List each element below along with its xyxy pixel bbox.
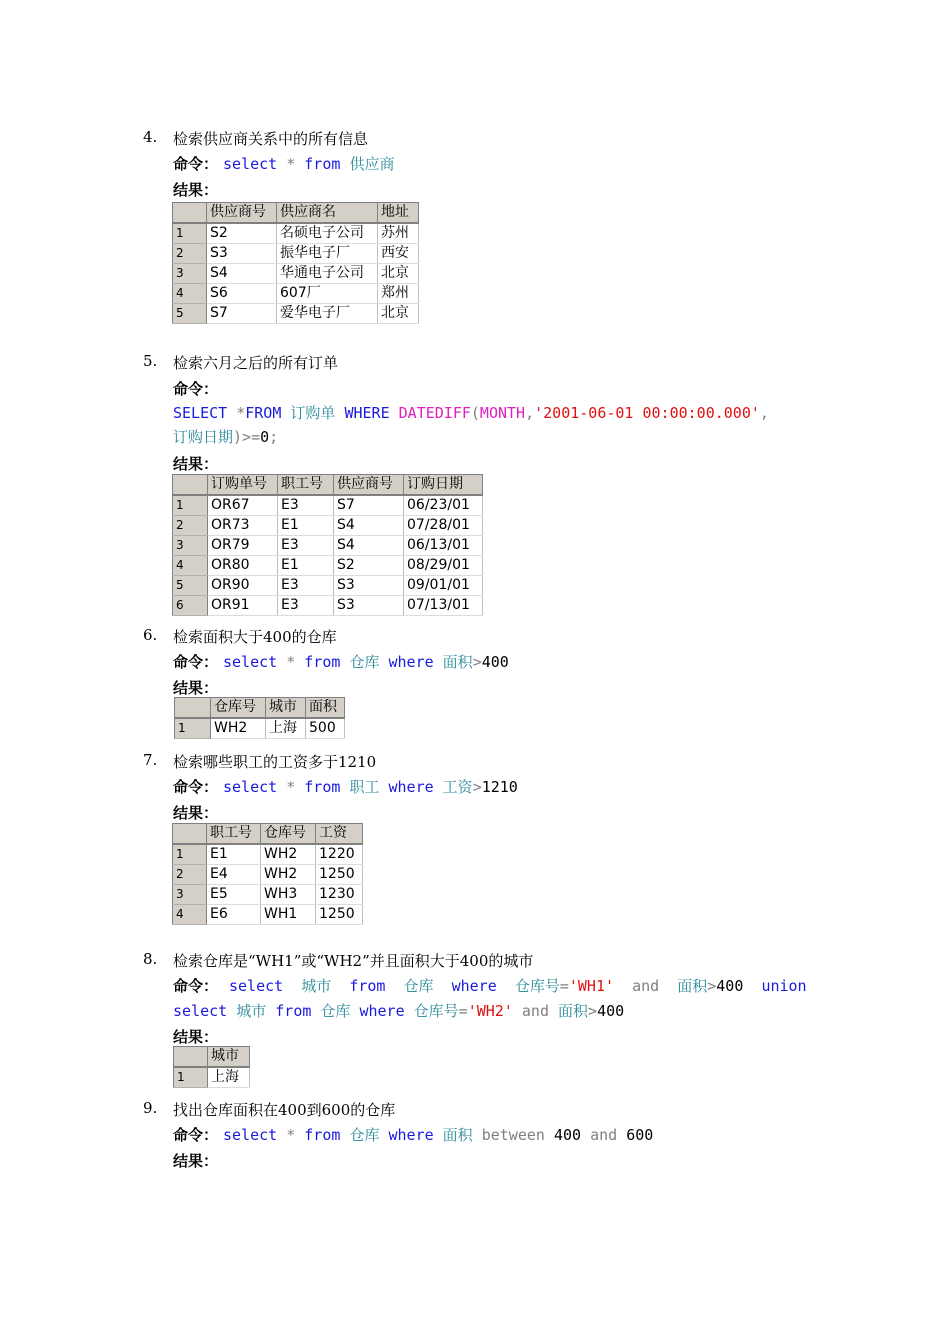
code-token (497, 977, 515, 995)
table-row (173, 536, 483, 556)
row-number: 4 (173, 284, 207, 304)
table-cell[interactable]: S3 (334, 596, 404, 616)
code-token: select (173, 1002, 228, 1020)
code-token: * (286, 1126, 296, 1144)
column-header[interactable]: 面积 (306, 698, 345, 719)
code-token: , (525, 404, 535, 422)
table-cell[interactable]: S4 (207, 264, 277, 284)
code-token (295, 1126, 304, 1144)
table-cell[interactable]: 振华电子厂 (277, 244, 378, 264)
code-token: 400 (481, 653, 509, 671)
q6-title: 检索面积大于400的仓库 (173, 628, 337, 646)
row-number: 1 (173, 495, 208, 516)
q9-result-label: 结果： (173, 1152, 219, 1170)
table-cell[interactable]: OR80 (208, 556, 278, 576)
code-token (227, 1002, 236, 1020)
code-token: 0 (260, 428, 270, 446)
column-header[interactable]: 工资 (316, 824, 363, 845)
q8-command-code-line1 (229, 975, 807, 996)
code-token (295, 653, 304, 671)
row-number: 1 (174, 1067, 208, 1088)
q6-command-label: 命令： (173, 653, 219, 671)
table-cell[interactable]: WH2 (261, 865, 316, 885)
q7-number: 7. (143, 751, 158, 769)
code-token (385, 977, 403, 995)
table-row (174, 1067, 250, 1088)
code-token: MONTH (479, 404, 526, 422)
code-token: * (286, 653, 296, 671)
q4-command-code (223, 153, 394, 174)
table-cell[interactable]: 上海 (208, 1067, 250, 1088)
header-row (174, 1047, 250, 1068)
code-token: 面积 (558, 1002, 589, 1020)
header-row (173, 475, 483, 496)
table-row (173, 516, 483, 536)
q7-command-code (223, 776, 518, 797)
table-cell[interactable]: 爱华电子厂 (277, 304, 378, 324)
code-token (434, 1126, 443, 1144)
code-token: where (388, 653, 434, 671)
code-token: select (223, 653, 278, 671)
q8-command-label: 命令： (173, 977, 219, 995)
table-cell[interactable]: 西安 (378, 244, 419, 264)
header-row (173, 203, 419, 224)
code-token: = (458, 1002, 468, 1020)
q4-command-label: 命令： (173, 155, 219, 173)
grid-corner (174, 1047, 208, 1068)
q6-result-label: 结果： (173, 679, 219, 697)
q4-title: 检索供应商关系中的所有信息 (173, 130, 369, 148)
row-number: 1 (173, 844, 207, 865)
code-token (277, 155, 286, 173)
grid-corner (173, 203, 207, 224)
table-cell[interactable]: 07/13/01 (404, 596, 483, 616)
q5-title: 检索六月之后的所有订单 (173, 354, 339, 372)
table-cell[interactable]: 上海 (266, 718, 306, 739)
table-row (173, 264, 419, 284)
row-number: 3 (173, 536, 208, 556)
table-cell[interactable]: OR73 (208, 516, 278, 536)
code-token: 面积 (677, 977, 708, 995)
q5-result-label: 结果： (173, 455, 219, 473)
table-row (173, 905, 363, 925)
code-token: 仓库号 (514, 977, 560, 995)
q5-command-label: 命令： (173, 380, 219, 398)
q8-result-label: 结果： (173, 1028, 219, 1046)
column-header[interactable]: 供应商号 (207, 203, 277, 224)
code-token (434, 653, 443, 671)
table-cell[interactable]: S3 (334, 576, 404, 596)
table-cell[interactable]: S6 (207, 284, 277, 304)
code-token (434, 778, 443, 796)
code-token: * (236, 404, 246, 422)
table-cell[interactable]: 1220 (316, 844, 363, 865)
code-token (283, 977, 301, 995)
table-cell[interactable]: E1 (278, 516, 334, 536)
table-cell[interactable]: 名硕电子公司 (277, 223, 378, 244)
grid-corner (173, 824, 207, 845)
column-header[interactable]: 仓库号 (261, 824, 316, 845)
grid-corner (175, 698, 211, 719)
code-token (545, 1126, 554, 1144)
code-token: > (472, 653, 482, 671)
grid-corner (173, 475, 208, 496)
code-token (617, 1126, 626, 1144)
code-token (581, 1126, 590, 1144)
row-number: 5 (173, 304, 207, 324)
table-cell[interactable]: 1250 (316, 905, 363, 925)
table-row (173, 304, 419, 324)
code-token (405, 1002, 414, 1020)
code-token (227, 404, 236, 422)
table-cell[interactable]: WH3 (261, 885, 316, 905)
q9-command-code (223, 1124, 653, 1145)
table-row (173, 495, 483, 516)
code-token: select (229, 977, 284, 995)
code-token: 订购单 (290, 404, 336, 422)
column-header[interactable]: 订购日期 (404, 475, 483, 496)
code-token: where (451, 977, 497, 995)
code-token: union (761, 977, 807, 995)
row-number: 1 (175, 718, 211, 739)
code-token: where (388, 778, 434, 796)
table-cell[interactable]: 06/23/01 (404, 495, 483, 516)
code-token: 1210 (481, 778, 518, 796)
table-cell[interactable]: E1 (207, 844, 261, 865)
table-cell[interactable]: WH1 (261, 905, 316, 925)
table-cell[interactable]: E3 (278, 576, 334, 596)
code-token (659, 977, 677, 995)
table-cell[interactable]: S7 (207, 304, 277, 324)
q5-command-code-line2 (173, 426, 278, 447)
code-token: 400 (597, 1002, 625, 1020)
table-cell[interactable]: OR90 (208, 576, 278, 596)
q6-result-grid (174, 697, 345, 739)
column-header[interactable]: 地址 (378, 203, 419, 224)
code-token: '2001-06-01 00:00:00.000' (534, 404, 760, 422)
q7-result-grid (172, 823, 363, 925)
row-number: 3 (173, 264, 207, 284)
q6-command-code (223, 651, 509, 672)
table-row (175, 718, 345, 739)
code-token: 'WH2' (467, 1002, 513, 1020)
q4-result-grid (172, 202, 419, 324)
q8-number: 8. (143, 950, 158, 968)
table-cell[interactable]: S2 (334, 556, 404, 576)
code-token: and (590, 1126, 618, 1144)
table-cell[interactable]: E4 (207, 865, 261, 885)
table-cell[interactable]: S2 (207, 223, 277, 244)
table-row (173, 556, 483, 576)
table-cell[interactable]: 华通电子公司 (277, 264, 378, 284)
code-token: select (223, 1126, 278, 1144)
code-token: 面积 (442, 1126, 473, 1144)
code-token (390, 404, 399, 422)
table-row (173, 865, 363, 885)
code-token: 供应商 (349, 155, 395, 173)
code-token: 职工 (349, 778, 380, 796)
column-header[interactable]: 供应商名 (277, 203, 378, 224)
q8-title: 检索仓库是“WH1”或“WH2”并且面积大于400的城市 (173, 952, 534, 970)
table-cell[interactable]: WH2 (211, 718, 266, 739)
code-token (743, 977, 761, 995)
code-token: between (481, 1126, 545, 1144)
code-token: 仓库号 (413, 1002, 459, 1020)
table-cell[interactable]: WH2 (261, 844, 316, 865)
code-token (549, 1002, 558, 1020)
code-token: , (759, 404, 769, 422)
code-token: 工资 (442, 778, 473, 796)
code-token: 面积 (442, 653, 473, 671)
code-token (614, 977, 632, 995)
code-token: )>= (233, 428, 261, 446)
code-token (266, 1002, 275, 1020)
table-cell[interactable]: 607厂 (277, 284, 378, 304)
table-row (173, 596, 483, 616)
table-cell[interactable]: OR79 (208, 536, 278, 556)
q7-result-label: 结果： (173, 804, 219, 822)
code-token: from (349, 977, 386, 995)
code-token: = (559, 977, 569, 995)
code-token: * (286, 155, 296, 173)
code-token (513, 1002, 522, 1020)
code-token: > (707, 977, 717, 995)
code-token: 仓库 (349, 653, 380, 671)
code-token: select (223, 778, 278, 796)
table-row (173, 244, 419, 264)
table-row (173, 885, 363, 905)
column-header[interactable]: 职工号 (278, 475, 334, 496)
table-cell[interactable]: 08/29/01 (404, 556, 483, 576)
code-token: 城市 (301, 977, 332, 995)
row-number: 1 (173, 223, 207, 244)
row-number: 2 (173, 516, 208, 536)
code-token: * (286, 778, 296, 796)
q7-command-label: 命令： (173, 778, 219, 796)
column-header[interactable]: 职工号 (207, 824, 261, 845)
table-cell[interactable]: 1230 (316, 885, 363, 905)
table-row (173, 844, 363, 865)
code-token: where (359, 1002, 405, 1020)
table-cell[interactable]: 07/28/01 (404, 516, 483, 536)
row-number: 6 (173, 596, 208, 616)
row-number: 2 (173, 244, 207, 264)
row-number: 4 (173, 905, 207, 925)
code-token: 'WH1' (568, 977, 615, 995)
code-token: from (304, 155, 341, 173)
code-token (277, 653, 286, 671)
column-header[interactable]: 城市 (266, 698, 306, 719)
code-token: 仓库 (349, 1126, 380, 1144)
table-row (173, 284, 419, 304)
table-cell[interactable]: E1 (278, 556, 334, 576)
table-cell[interactable]: 北京 (378, 304, 419, 324)
code-token: 城市 (236, 1002, 267, 1020)
table-cell[interactable]: OR91 (208, 596, 278, 616)
code-token (295, 778, 304, 796)
table-cell[interactable]: S7 (334, 495, 404, 516)
q9-command-label: 命令： (173, 1126, 219, 1144)
code-token: ; (269, 428, 279, 446)
code-token: from (275, 1002, 312, 1020)
table-cell[interactable]: E6 (207, 905, 261, 925)
code-token: where (388, 1126, 434, 1144)
table-cell[interactable]: S4 (334, 516, 404, 536)
code-token: 600 (626, 1126, 654, 1144)
table-row (173, 576, 483, 596)
code-token: DATEDIFF (398, 404, 471, 422)
header-row (175, 698, 345, 719)
code-token: select (223, 155, 278, 173)
q4-result-label: 结果： (173, 181, 219, 199)
table-cell[interactable]: E3 (278, 536, 334, 556)
code-token: and (632, 977, 660, 995)
code-token: > (472, 778, 482, 796)
q6-number: 6. (143, 626, 158, 644)
column-header[interactable]: 城市 (208, 1047, 250, 1068)
q7-title: 检索哪些职工的工资多于1210 (173, 753, 377, 771)
table-row (173, 223, 419, 244)
code-token: from (304, 778, 341, 796)
table-cell[interactable]: 09/01/01 (404, 576, 483, 596)
row-number: 3 (173, 885, 207, 905)
table-cell[interactable]: 1250 (316, 865, 363, 885)
table-cell[interactable]: 06/13/01 (404, 536, 483, 556)
code-token: 400 (553, 1126, 582, 1144)
table-cell[interactable]: E5 (207, 885, 261, 905)
code-token (331, 977, 349, 995)
code-token (473, 1126, 482, 1144)
code-token: ( (470, 404, 480, 422)
code-token: from (304, 653, 341, 671)
code-token (277, 1126, 286, 1144)
q5-result-grid (172, 474, 483, 616)
code-token: > (588, 1002, 598, 1020)
table-cell[interactable]: 苏州 (378, 223, 419, 244)
q9-number: 9. (143, 1099, 158, 1117)
q4-number: 4. (143, 128, 158, 146)
code-token: and (521, 1002, 549, 1020)
code-token (295, 155, 304, 173)
q9-title: 找出仓库面积在400到600的仓库 (173, 1101, 396, 1119)
q8-command-code-line2 (173, 1000, 624, 1021)
row-number: 4 (173, 556, 208, 576)
q8-result-grid (173, 1046, 250, 1088)
table-cell[interactable]: S3 (207, 244, 277, 264)
table-cell[interactable]: S4 (334, 536, 404, 556)
code-token: WHERE (344, 404, 390, 422)
code-token: 400 (716, 977, 744, 995)
code-token: from (304, 1126, 341, 1144)
q5-number: 5. (143, 352, 158, 370)
row-number: 5 (173, 576, 208, 596)
column-header[interactable]: 仓库号 (211, 698, 266, 719)
table-cell[interactable]: 北京 (378, 264, 419, 284)
code-token (277, 778, 286, 796)
table-cell[interactable]: E3 (278, 596, 334, 616)
column-header[interactable]: 订购单号 (208, 475, 278, 496)
table-cell[interactable]: 郑州 (378, 284, 419, 304)
row-number: 2 (173, 865, 207, 885)
code-token (434, 977, 452, 995)
code-token: 仓库 (320, 1002, 351, 1020)
q5-command-code-line1 (173, 402, 769, 423)
header-row (173, 824, 363, 845)
column-header[interactable]: 供应商号 (334, 475, 404, 496)
table-cell[interactable]: OR67 (208, 495, 278, 516)
table-cell[interactable]: E3 (278, 495, 334, 516)
code-token: 仓库 (403, 977, 434, 995)
code-token: FROM (245, 404, 282, 422)
code-token: SELECT (173, 404, 228, 422)
table-cell[interactable]: 500 (306, 718, 345, 739)
code-token: 订购日期 (173, 428, 234, 446)
